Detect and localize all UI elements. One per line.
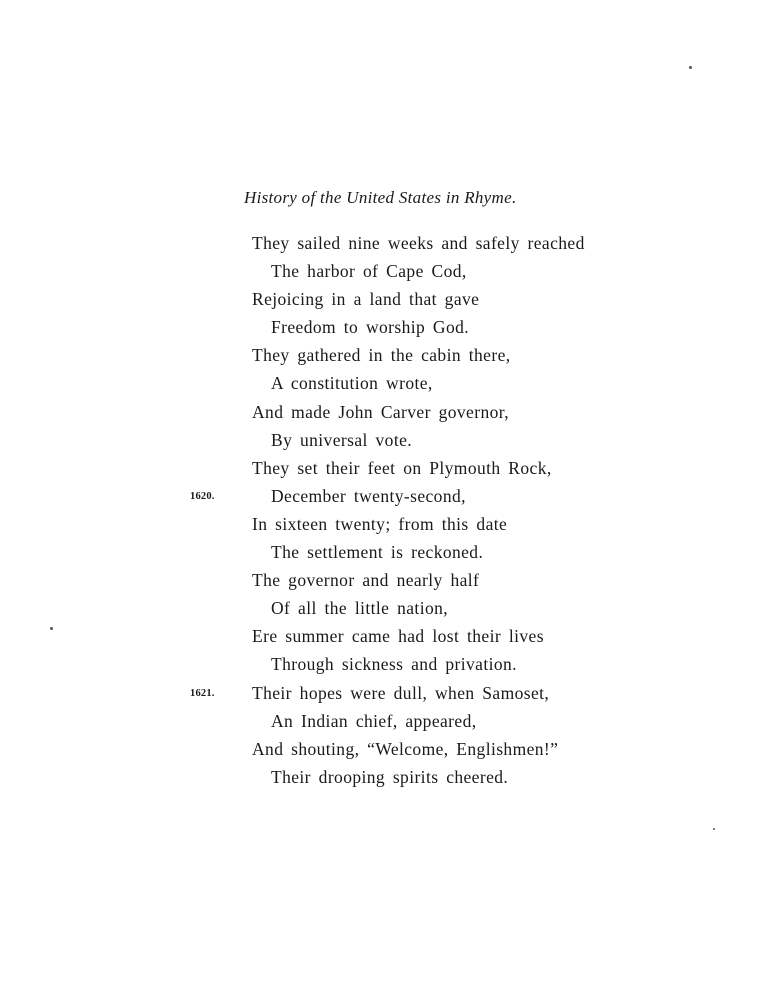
poem-line-text: They set their feet on Plymouth Rock, <box>252 457 552 478</box>
poem-line-text: Their drooping spirits cheered. <box>271 766 509 787</box>
poem-line-text: An Indian chief, appeared, <box>271 710 477 731</box>
poem-line <box>0 510 763 538</box>
poem-line-text: Of all the little nation, <box>271 598 449 619</box>
poem-line <box>0 622 763 650</box>
poem-line-text: Ere summer came had lost their lives <box>252 626 544 647</box>
poem-line <box>0 763 763 791</box>
poem-line-text: By universal vote. <box>271 429 413 450</box>
poem-line-text: They gathered in the cabin there, <box>252 345 511 366</box>
poem-line <box>0 735 763 763</box>
poem-line-text: The settlement is reckoned. <box>271 542 484 563</box>
poem-line <box>0 285 763 313</box>
poem-line <box>0 313 763 341</box>
poem-line-text: They sailed nine weeks and safely reached <box>252 233 585 253</box>
poem-line-text: Freedom to worship God. <box>271 317 470 338</box>
poem-line <box>0 650 763 678</box>
poem-line-text: And shouting, “Welcome, Englishmen!” <box>252 738 559 759</box>
poem-line-text: And made John Carver governor, <box>252 401 510 422</box>
poem-line <box>0 538 763 566</box>
page-speck <box>50 627 53 630</box>
poem-line-text: Rejoicing in a land that gave <box>252 289 480 310</box>
poem-line <box>0 454 763 482</box>
margin-year-note: 1621. <box>190 687 215 699</box>
poem-line <box>0 426 763 454</box>
poem-line-text: Through sickness and privation. <box>271 654 517 675</box>
running-header: History of the United States in Rhyme. <box>244 188 517 207</box>
poem-line-text: The harbor of Cape Cod, <box>271 261 467 282</box>
poem-line-text: In sixteen twenty; from this date <box>252 513 508 534</box>
page-speck <box>713 828 715 830</box>
poem-line <box>0 398 763 426</box>
poem-line <box>0 341 763 369</box>
poem-line <box>0 679 763 707</box>
poem-line-text: The governor and nearly half <box>252 570 480 591</box>
poem <box>0 229 763 791</box>
poem-line <box>0 229 763 257</box>
page-speck <box>689 66 692 69</box>
poem-line-text: December twenty-second, <box>271 485 466 506</box>
poem-line <box>0 257 763 285</box>
poem-line-text: A constitution wrote, <box>271 373 433 394</box>
poem-line <box>0 594 763 622</box>
poem-line <box>0 566 763 594</box>
poem-line-text: Their hopes were dull, when Samoset, <box>252 682 550 703</box>
margin-year-note: 1620. <box>190 490 215 502</box>
poem-line <box>0 482 763 510</box>
poem-line <box>0 369 763 397</box>
poem-line <box>0 707 763 735</box>
